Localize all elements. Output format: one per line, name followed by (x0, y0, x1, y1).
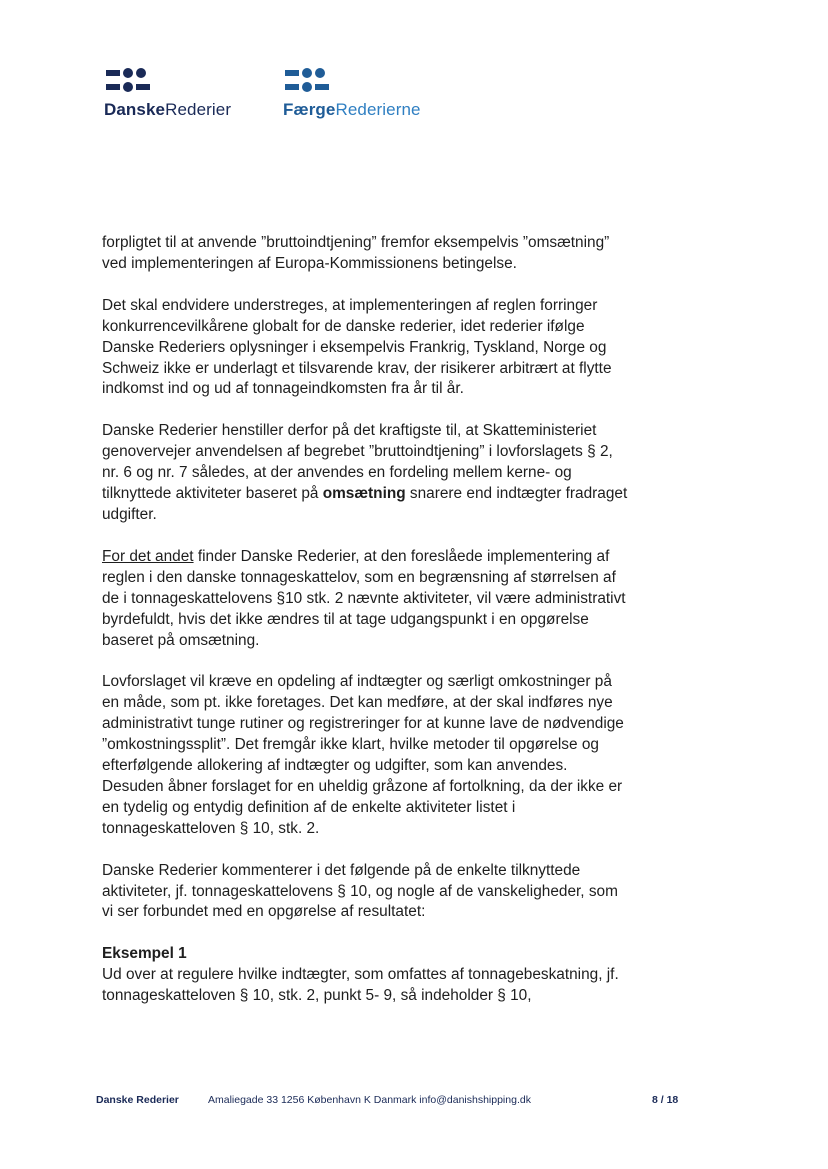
paragraph: Ud over at regulere hvilke indtægter, som omfattes af tonnagebeskatning, jf. tonnageskatteloven § 10, stk. 2, punkt 5- 9, så indeholder § 10, (102, 966, 619, 1005)
paragraph: forpligtet til at anvende ”bruttoindtjening” fremfor eksempelvis ”omsætning” ved implementeringen af Europa-Kommissionens betingelse. (102, 234, 610, 272)
section-heading: Eksempel 1 (102, 945, 187, 963)
footer-company: Danske Rederier (96, 1094, 179, 1106)
logo-wordmark: DanskeRederier (104, 100, 232, 119)
logo-mark-icon (106, 67, 231, 92)
paragraph: Danske Rederier kommenterer i det følgende på de enkelte tilknyttede aktiviteter, jf. tonnageskattelovens § 10, og nogle af de vanskeligheder, som vi ser forbundet med en opgørelse af resultatet: (102, 861, 618, 921)
faergerederierne-logo (283, 67, 421, 120)
paragraph: Lovforslaget vil kræve en opdeling af indtægter og særligt omkostninger på en måde, som pt. ikke foretages. Det kan medføre, at der skal indføres nye administrativt tunge rutiner og registreringer for at kunne lave de nødvendige ”omkostningssplit”. Det fremgår ikke klart, hvilke metoder til opgørelse og efterfølgende allokering af indtægter og udgifter, som kan anvendes. Desuden åbner forslaget for en uheldig gråzone af fortolkning, da der ikke er en tydelig og entydig definition af de enkelte aktiviteter listet i tonnageskatteloven § 10, stk. 2. (102, 673, 624, 837)
footer-address: Amaliegade 33 1256 København K Danmark info@danishshipping.dk (208, 1094, 531, 1106)
underlined-lead: For det andet (102, 547, 194, 565)
danske-rederier-logo (104, 67, 231, 120)
body-text (102, 233, 632, 1007)
logo-mark-icon (285, 67, 421, 92)
paragraph: Det skal endvidere understreges, at implementeringen af reglen forringer konkurrencevilkårene globalt for de danske rederier, idet rederier ifølge Danske Rederiers oplysninger i eksempelvis Frankrig, Tyskland, Norge og Schweiz ikke er underlagt et tilsvarende krav, der risikerer arbitrært at flytte indkomst ind og ud af tonnageindkomsten fra år til år. (102, 296, 612, 398)
bold-term: omsætning (322, 485, 406, 503)
logo-wordmark: FærgeRederierne (283, 100, 421, 119)
paragraph: For det andet finder Danske Rederier, at den foreslåede implementering af reglen i den danske tonnageskattelov, som en begrænsning af størrelsen af de i tonnageskattelovens §10 stk. 2 nævnte aktiviteter, vil være administrativt byrdefuldt, hvis det ikke ændres til at tage udgangspunkt i en opgørelse baseret på omsætning. (102, 547, 626, 649)
page-number: 8 / 18 (652, 1094, 679, 1106)
paragraph: Danske Rederier henstiller derfor på det kraftigste til, at Skatteministeriet genovervejer anvendelsen af begrebet ”bruttoindtjening” i lovforslagets § 2, nr. 6 og nr. 7 således, at der anvendes en fordeling mellem kerne- og tilknyttede aktiviteter baseret på omsætning snarere end indtægter fradraget udgifter. (102, 422, 628, 523)
